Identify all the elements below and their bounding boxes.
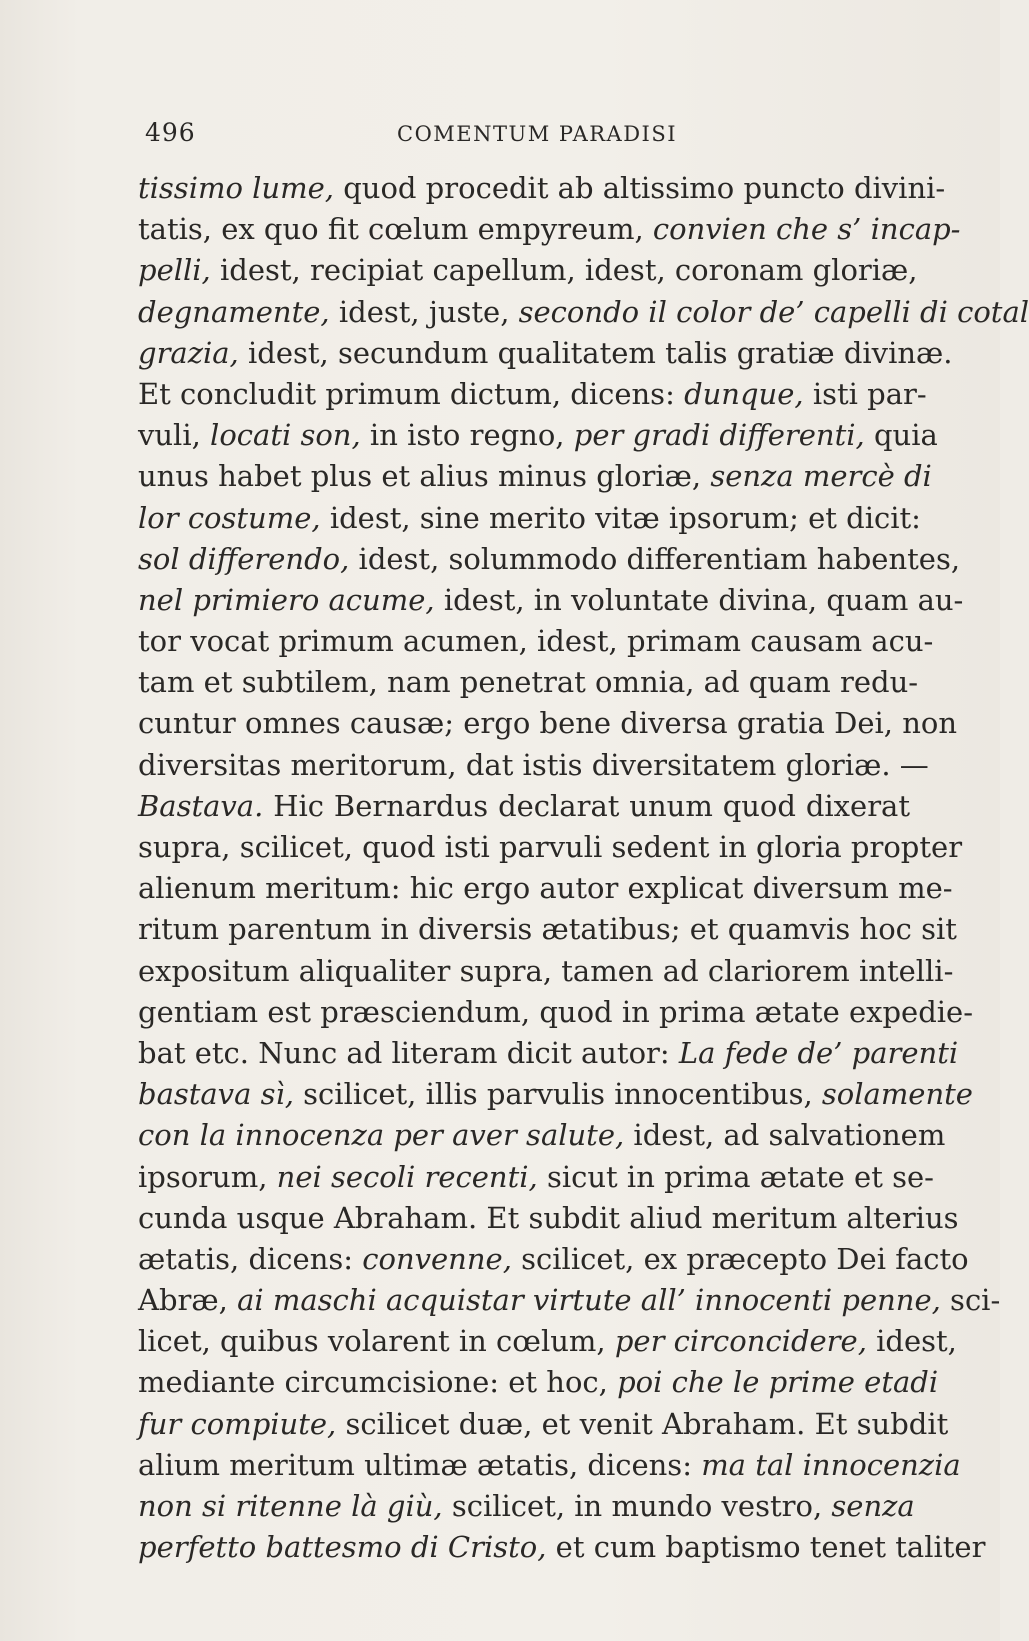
text-segment: quod procedit ab altissimo puncto divini- <box>333 171 946 205</box>
text-segment: scilicet, in mundo vestro, <box>442 1489 832 1523</box>
text-segment: scilicet duæ, et venit Abraham. Et subdit <box>336 1406 949 1441</box>
text-line <box>138 703 958 744</box>
italic-quotation: convien che s’ incap- <box>652 212 961 247</box>
text-segment: ætatis, dicens: <box>138 1241 363 1276</box>
text-line <box>138 951 954 992</box>
text-line <box>138 333 953 374</box>
text-segment: cunda usque Abraham. Et subdit aliud meritum alterius <box>138 1200 959 1235</box>
text-line <box>138 456 932 497</box>
text-segment: Et concludit primum dictum, dicens: <box>138 376 685 411</box>
text-segment: et cum baptismo tenet taliter <box>546 1530 986 1565</box>
text-line <box>138 1362 939 1403</box>
italic-quotation: poi che le prime etadi <box>617 1365 939 1400</box>
text-line <box>138 1033 959 1074</box>
text-segment: idest, secundum qualitatem talis gratiæ divinæ. <box>238 335 953 370</box>
italic-quotation: solamente <box>821 1077 973 1112</box>
italic-quotation: ma tal innocenzia <box>701 1447 961 1482</box>
italic-quotation: perfetto battesmo di Cristo, <box>138 1530 547 1565</box>
text-segment: idest, <box>866 1324 957 1359</box>
text-line <box>138 1527 986 1568</box>
text-line <box>138 1239 969 1280</box>
text-segment: quia <box>864 418 938 453</box>
text-line <box>138 868 953 909</box>
text-line <box>138 1404 949 1445</box>
text-line <box>138 992 973 1033</box>
italic-quotation: nel primiero acume, <box>138 582 435 617</box>
text-segment: Hic Bernardus declarat unum quod dixerat <box>263 788 910 823</box>
text-line <box>138 827 963 868</box>
text-line <box>138 374 927 415</box>
text-segment: isti par- <box>803 376 927 411</box>
text-line <box>138 1321 957 1362</box>
body-text <box>138 168 1029 1568</box>
text-segment: scilicet, illis parvulis innocentibus, <box>293 1077 822 1112</box>
text-segment: idest, ad salvationem <box>624 1118 946 1153</box>
italic-quotation: sol differendo, <box>138 541 350 576</box>
text-segment: tatis, ex quo fit cœlum empyreum, <box>138 212 653 247</box>
text-line <box>138 168 946 209</box>
text-segment: ipsorum, <box>138 1159 277 1194</box>
text-line <box>138 786 910 827</box>
italic-quotation: locati son, <box>210 418 361 453</box>
text-segment: licet, quibus volarent in cœlum, <box>138 1324 615 1359</box>
text-segment: vuli, <box>138 418 211 453</box>
text-segment: gentiam est præsciendum, quod in prima ætate expedie- <box>138 994 973 1029</box>
text-line <box>138 1445 961 1486</box>
italic-quotation: convenne, <box>362 1241 512 1276</box>
italic-quotation: nei secoli recenti, <box>276 1159 538 1194</box>
italic-quotation: con la innocenza per aver salute, <box>138 1118 625 1153</box>
text-segment: sci- <box>940 1283 1001 1318</box>
italic-quotation: tissimo lume, <box>138 171 334 205</box>
text-line <box>138 1198 959 1239</box>
text-segment: scilicet, ex præcepto Dei facto <box>511 1241 969 1276</box>
text-line <box>138 498 921 539</box>
text-line <box>138 1074 973 1115</box>
text-line <box>138 415 938 456</box>
text-segment: idest, sine merito vitæ ipsorum; et dicit: <box>320 500 921 535</box>
text-segment: alium meritum ultimæ ætatis, dicens: <box>138 1447 702 1482</box>
text-segment: mediante circumcisione: et hoc, <box>138 1365 618 1400</box>
text-line <box>138 1280 1001 1321</box>
italic-quotation: ai maschi acquistar virtute all’ innocenti penne, <box>237 1283 941 1318</box>
text-segment: tam et subtilem, nam penetrat omnia, ad quam redu- <box>138 665 919 700</box>
text-segment: unus habet plus et alius minus gloriæ, <box>138 459 711 494</box>
text-line <box>138 539 961 580</box>
italic-quotation: fur compiute, <box>138 1406 337 1441</box>
text-line <box>138 209 961 250</box>
italic-quotation: bastava sì, <box>138 1077 294 1112</box>
italic-quotation: degnamente, <box>138 294 330 329</box>
text-segment: idest, in voluntate divina, quam au- <box>434 582 964 617</box>
italic-quotation: La fede de’ parenti <box>678 1035 959 1070</box>
text-line <box>138 745 929 786</box>
italic-quotation: senza mercè di <box>710 459 932 494</box>
text-segment: expositum aliqualiter supra, tamen ad clariorem intelli- <box>138 953 954 988</box>
italic-quotation: lor costume, <box>138 500 321 535</box>
text-line <box>138 621 934 662</box>
italic-quotation: grazia, <box>138 335 239 370</box>
text-segment: idest, juste, <box>329 294 519 329</box>
italic-quotation: non si ritenne là giù, <box>138 1489 443 1523</box>
text-line <box>138 662 919 703</box>
italic-quotation: pelli, <box>138 253 211 288</box>
text-line <box>138 292 1029 333</box>
running-title: COMENTUM PARADISI <box>397 122 678 146</box>
text-line <box>138 250 918 291</box>
italic-quotation: secondo il color de’ capelli di cotal <box>518 294 1029 329</box>
text-segment: in isto regno, <box>360 418 574 453</box>
text-segment: idest, recipiat capellum, idest, coronam gloriæ, <box>210 253 918 288</box>
text-line <box>138 1115 946 1156</box>
text-segment: ritum parentum in diversis ætatibus; et quamvis hoc sit <box>138 912 957 947</box>
text-segment: cuntur omnes causæ; ergo bene diversa gratia Dei, non <box>138 706 958 741</box>
italic-quotation: senza <box>831 1489 915 1523</box>
text-line <box>138 580 964 621</box>
italic-quotation: dunque, <box>684 376 804 411</box>
italic-quotation: per gradi differenti, <box>573 418 865 453</box>
page-header <box>145 118 905 158</box>
page-number: 496 <box>145 118 196 147</box>
text-segment: alienum meritum: hic ergo autor explicat diversum me- <box>138 871 953 906</box>
text-line <box>138 909 957 950</box>
text-line <box>138 1157 934 1198</box>
text-segment: diversitas meritorum, dat istis diversitatem gloriæ. — <box>138 747 929 782</box>
text-line <box>138 1486 915 1527</box>
text-segment: Abræ, <box>138 1283 238 1318</box>
italic-quotation: per circoncidere, <box>614 1324 867 1359</box>
text-segment: tor vocat primum acumen, idest, primam causam acu- <box>138 624 934 659</box>
text-segment: sicut in prima ætate et se- <box>537 1159 934 1194</box>
text-segment: idest, solummodo differentiam habentes, <box>349 541 961 576</box>
italic-quotation: Bastava. <box>138 788 264 823</box>
text-segment: bat etc. Nunc ad literam dicit autor: <box>138 1035 679 1070</box>
text-segment: supra, scilicet, quod isti parvuli sedent in gloria propter <box>138 830 963 864</box>
